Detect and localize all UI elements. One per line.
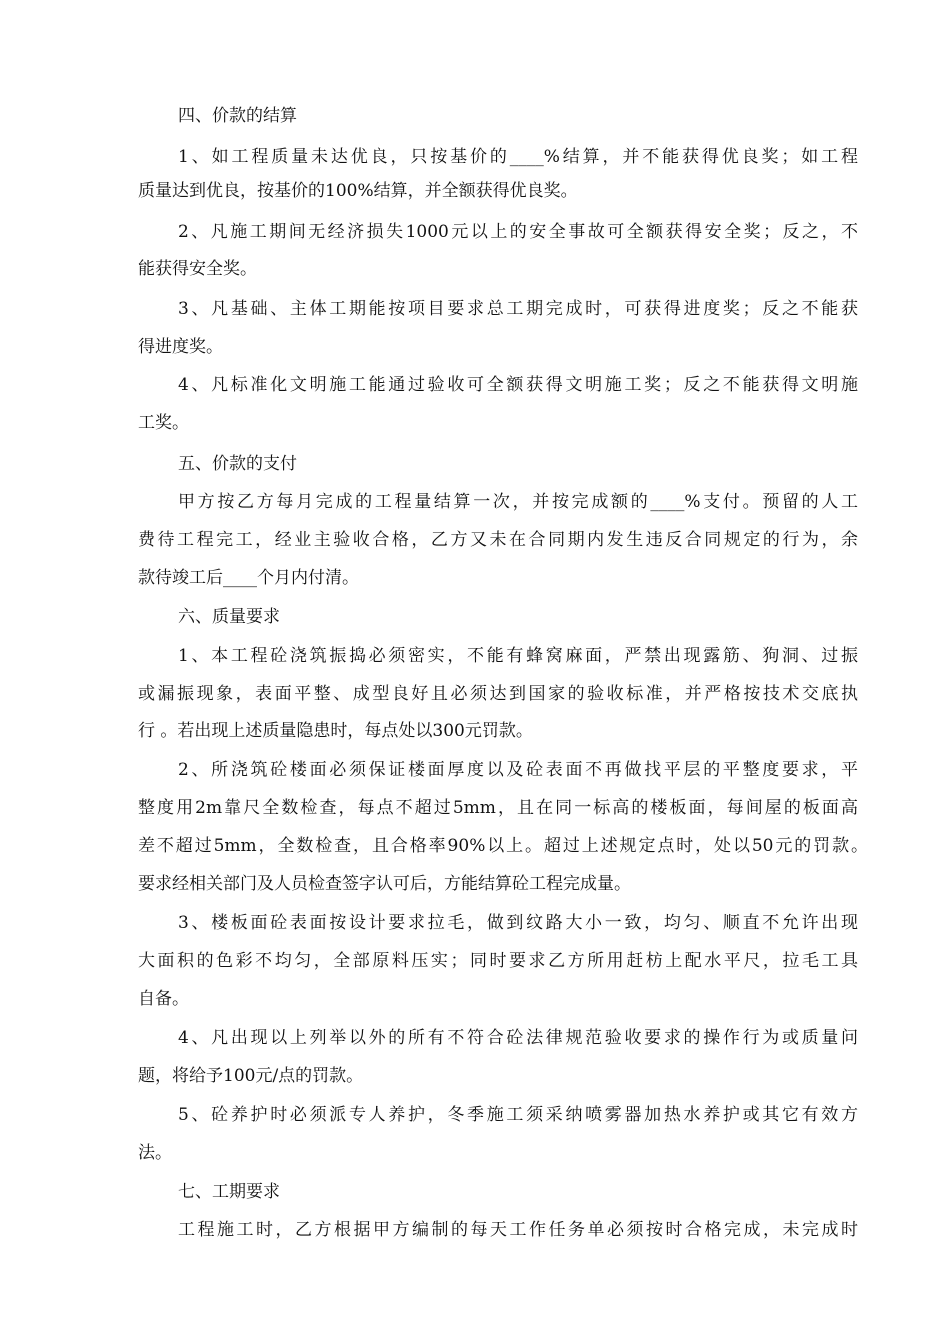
paragraph-line: 1、本工程砼浇筑振捣必须密实，不能有蜂窝麻面，严禁出现露筋、狗洞、过振: [178, 646, 858, 666]
paragraph-line: 得进度奖。: [138, 337, 223, 357]
paragraph-line: 题，将给予100元/点的罚款。: [138, 1066, 364, 1086]
paragraph-line: 甲方按乙方每月完成的工程量结算一次，并按完成额的____%支付。预留的人工: [178, 492, 858, 512]
paragraph-line: 4、凡标准化文明施工能通过验收可全额获得文明施工奖；反之不能获得文明施: [178, 375, 858, 395]
paragraph-line: 整度用2m靠尺全数检查，每点不超过5mm，且在同一标高的楼板面，每间屋的板面高: [138, 798, 858, 818]
paragraph-line: 大面积的色彩不均匀，全部原料压实；同时要求乙方所用赶枋上配水平尺，拉毛工具: [138, 951, 858, 971]
section-heading-schedule: 七、工期要求: [178, 1182, 280, 1202]
paragraph-line: 2、所浇筑砼楼面必须保证楼面厚度以及砼表面不再做找平层的平整度要求，平: [178, 760, 858, 780]
paragraph-line: 工奖。: [138, 413, 189, 433]
paragraph-line: 5、砼养护时必须派专人养护，冬季施工须采纳喷雾器加热水养护或其它有效方: [178, 1105, 858, 1125]
paragraph-line: 或漏振现象，表面平整、成型良好且必须达到国家的验收标准，并严格按技术交底执: [138, 684, 858, 704]
section-heading-settlement: 四、价款的结算: [178, 106, 297, 126]
paragraph-line: 行 。若出现上述质量隐患时，每点处以300元罚款。: [138, 721, 533, 741]
paragraph-line: 质量达到优良，按基价的100%结算，并全额获得优良奖。: [138, 181, 578, 201]
paragraph-line: 法。: [138, 1143, 172, 1163]
paragraph-line: 费待工程完工，经业主验收合格，乙方又未在合同期内发生违反合同规定的行为，余: [138, 530, 858, 550]
paragraph-line: 能获得安全奖。: [138, 259, 257, 279]
paragraph-line: 1、如工程质量未达优良，只按基价的____%结算，并不能获得优良奖；如工程: [178, 147, 858, 167]
paragraph-line: 2、凡施工期间无经济损失1000元以上的安全事故可全额获得安全奖；反之，不: [178, 222, 858, 242]
section-heading-quality: 六、质量要求: [178, 607, 280, 627]
paragraph-line: 3、凡基础、主体工期能按项目要求总工期完成时，可获得进度奖；反之不能获: [178, 299, 858, 319]
paragraph-line: 自备。: [138, 989, 189, 1009]
paragraph-line: 工程施工时，乙方根据甲方编制的每天工作任务单必须按时合格完成，未完成时: [178, 1220, 858, 1240]
paragraph-line: 3、楼板面砼表面按设计要求拉毛，做到纹路大小一致，均匀、顺直不允许出现: [178, 913, 858, 933]
section-heading-payment: 五、价款的支付: [178, 454, 297, 474]
paragraph-line: 4、凡出现以上列举以外的所有不符合砼法律规范验收要求的操作行为或质量问: [178, 1028, 858, 1048]
paragraph-line: 差不超过5mm，全数检查，且合格率90%以上。超过上述规定点时，处以50元的罚款。: [138, 836, 868, 856]
paragraph-line: 要求经相关部门及人员检查签字认可后，方能结算砼工程完成量。: [138, 874, 631, 894]
paragraph-line: 款待竣工后____个月内付清。: [138, 568, 359, 588]
